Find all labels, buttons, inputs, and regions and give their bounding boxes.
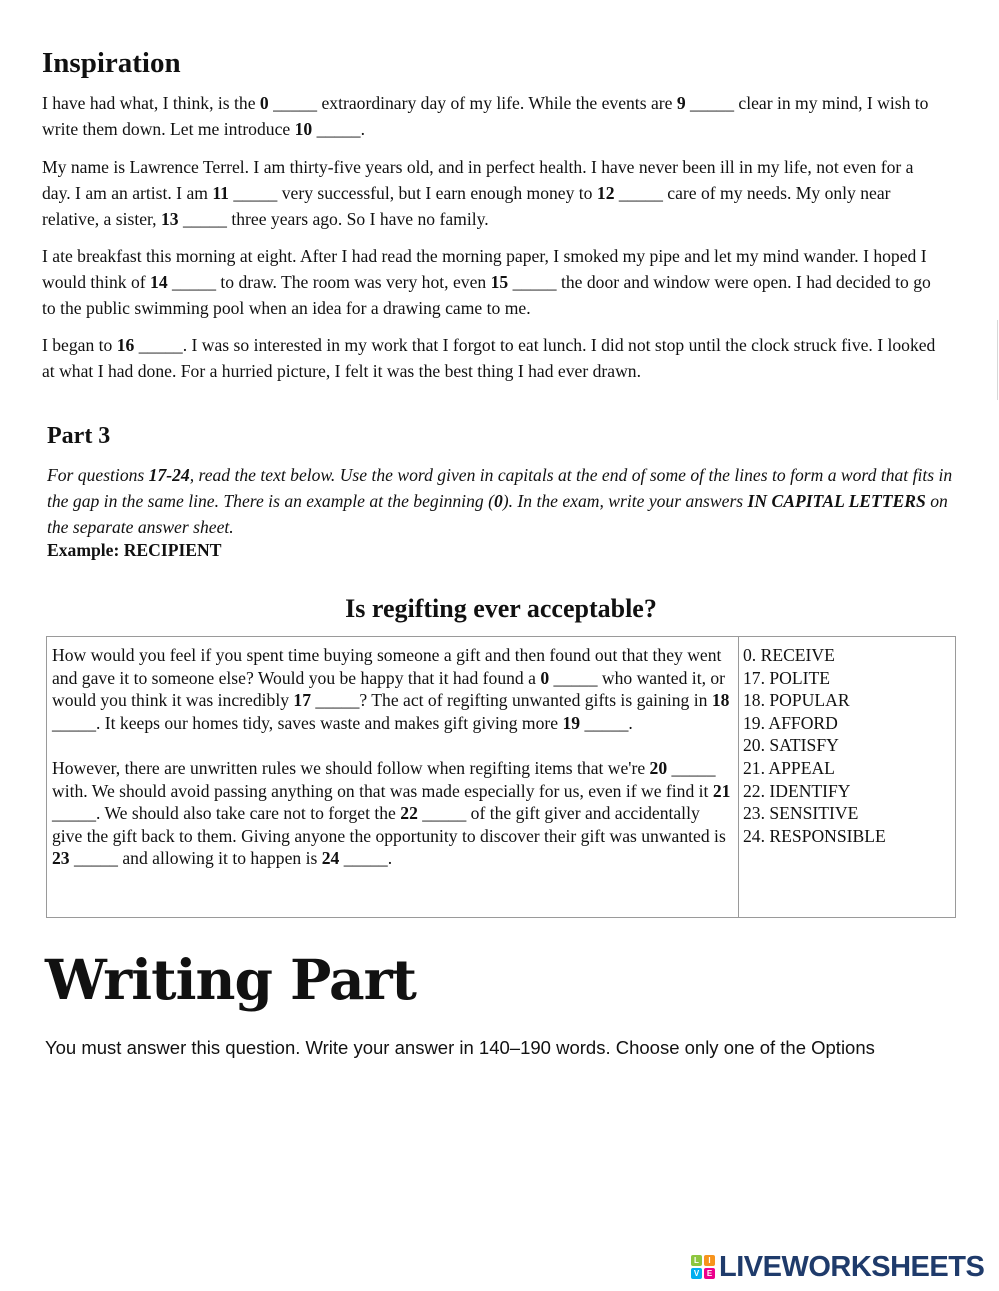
word-item: 22. IDENTIFY <box>743 780 851 801</box>
paragraph-3: I ate breakfast this morning at eight. After I had read the morning paper, I smoked my pipe and let my mind wander. I hoped I would think of 14 _____ to draw. The room was very hot, even 15 _____ the door and window were open. I had decided to go to the public swimming pool when an idea for a drawing came to me. <box>42 246 931 318</box>
logo-square: E <box>704 1268 715 1279</box>
writing-instruction: You must answer this question. Write your answer in 140–190 words. Choose only one of the Options <box>45 1037 875 1058</box>
logo-square: I <box>704 1255 715 1266</box>
word-item: 20. SATISFY <box>743 735 839 756</box>
liveworksheets-logo[interactable] <box>691 1248 984 1286</box>
word-item: 17. POLITE <box>743 667 830 688</box>
regifting-text-cell <box>52 644 734 870</box>
word-item: 24. RESPONSIBLE <box>743 825 886 846</box>
part3-example: Example: RECIPIENT <box>47 540 222 560</box>
section-title-inspiration: Inspiration <box>42 47 181 79</box>
regifting-title: Is regifting ever acceptable? <box>345 594 657 623</box>
scroll-edge-line <box>997 320 998 400</box>
logo-square: L <box>691 1255 702 1266</box>
word-item: 23. SENSITIVE <box>743 803 859 824</box>
word-list <box>743 644 886 847</box>
part3-instructions: For questions 17-24, read the text below. Use the word given in capitals at the end of some of the lines to form a word that fits in the gap in the same line. There is an example at the beginning (0). In the exam, write your answers IN CAPITAL LETTERS on the separate answer sheet. <box>47 465 953 537</box>
logo-square: V <box>691 1268 702 1279</box>
paragraph-2: My name is Lawrence Terrel. I am thirty-five years old, and in perfect health. I have never been ill in my life, not even for a day. I am an artist. I am 11 _____ very successful, but I earn enough money to 12 _____ care of my needs. My only near relative, a sister, 13 _____ three years ago. So I have no family. <box>42 157 914 229</box>
word-item: 19. AFFORD <box>743 712 838 733</box>
paragraph-4: I began to 16 _____. I was so interested in my work that I forgot to eat lunch. I did not stop until the clock struck five. I looked at what I had done. For a hurried picture, I felt it was the best thing I had ever drawn. <box>42 335 936 381</box>
regifting-paragraph-1: How would you feel if you spent time buying someone a gift and then found out that they went and gave it to someone else? Would you be happy that it had found a 0 _____ who wanted it, or would you think it was incredibly 17 _____? The act of regifting unwanted gifts is gaining in 18 _____. It keeps our homes tidy, saves waste and makes gift giving more 19 _____. <box>52 645 730 733</box>
regifting-table <box>46 636 956 918</box>
regifting-paragraph-2: However, there are unwritten rules we should follow when regifting items that we're 20 _____ with. We should avoid passing anything on that was made especially for us, even if we find it 21 _____. We should also take care not to forget the 22 _____ of the gift giver and accidentally give the gift back to them. Giving anyone the opportunity to discover their gift was unwanted is 23 _____ and allowing it to happen is 24 _____. <box>52 757 731 869</box>
writing-part-title: Writing Part <box>45 947 416 1012</box>
section-title-part3: Part 3 <box>47 423 111 449</box>
paragraph-1: I have had what, I think, is the 0 _____ extraordinary day of my life. While the events are 9 _____ clear in my mind, I wish to write them down. Let me introduce 10 _____. <box>42 93 929 139</box>
word-item: 21. APPEAL <box>743 757 835 778</box>
word-item: 0. RECEIVE <box>743 645 835 665</box>
logo-squares-icon <box>691 1255 715 1279</box>
table-column-divider <box>738 637 739 917</box>
logo-text: LIVEWORKSHEETS <box>719 1250 985 1283</box>
word-item: 18. POPULAR <box>743 690 850 711</box>
